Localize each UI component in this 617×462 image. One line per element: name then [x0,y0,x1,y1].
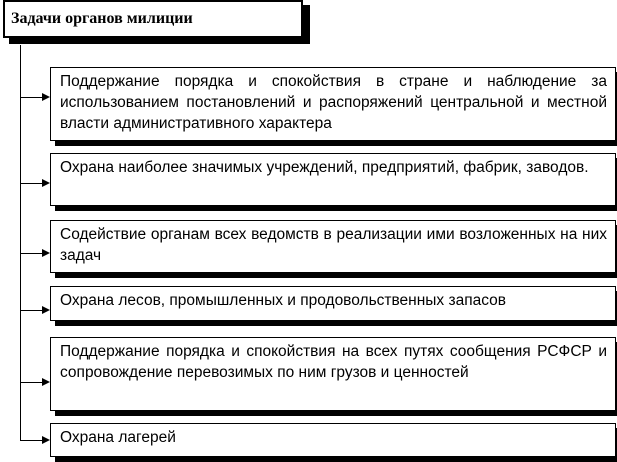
task-box-1: Поддержание порядка и спокойствия в стране и наблюдение за использованием постановлений и распоряжений центральной и местной власти административного характера [50,67,616,141]
connector-branch-5 [20,382,43,383]
diagram-title: Задачи органов милиции [3,0,303,38]
task-box-5: Поддержание порядка и спокойствия на всех путях сообщения РСФСР и сопровождение перевозимых по ним грузов и ценностей [50,337,616,411]
task-box-4: Охрана лесов, промышленных и продовольственных запасов [50,286,616,321]
connector-branch-6 [20,440,43,441]
connector-branch-1 [20,97,43,98]
arrow-head-1 [42,93,50,101]
arrow-head-2 [42,179,50,187]
connector-branch-2 [20,183,43,184]
task-box-3: Содействие органам всех ведомств в реализации ими возложенных на них задач [50,220,616,273]
arrow-head-4 [42,306,50,314]
task-box-2: Охрана наиболее значимых учреждений, предприятий, фабрик, заводов. [50,153,616,206]
connector-spine [20,45,21,440]
arrow-head-5 [42,378,50,386]
arrow-head-3 [42,249,50,257]
connector-branch-4 [20,310,43,311]
connector-branch-3 [20,253,43,254]
task-box-6: Охрана лагерей [50,423,616,457]
arrow-head-6 [42,436,50,444]
